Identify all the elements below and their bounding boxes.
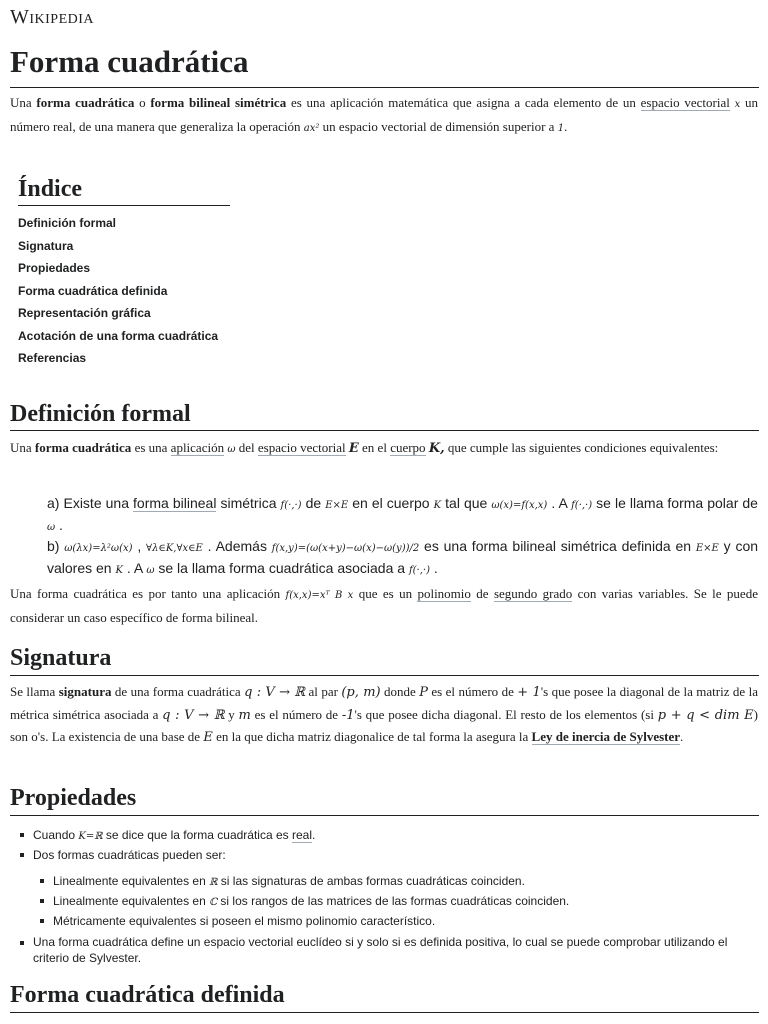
toc-item-acotacion[interactable]: Acotación de una forma cuadrática — [18, 328, 219, 343]
text: b) — [47, 538, 65, 554]
text: es el número de — [250, 706, 342, 722]
math-formula: q : V → ℝ — [162, 707, 225, 723]
text: si los rangos de las matrices de las formas cuadráticas coinciden. — [217, 894, 570, 908]
text: del — [235, 440, 258, 455]
math-formula: p + q < dim E — [657, 707, 754, 723]
text: 's que posee dicha diagonal. El resto de los elementos (si — [354, 706, 658, 722]
text: Linealmente equivalentes en — [53, 894, 210, 908]
text: que cumple las siguientes condiciones equivalentes: — [444, 440, 719, 455]
signatura-paragraph — [10, 681, 758, 749]
math-formula: ω(λx)=λ²ω(x) — [64, 543, 133, 554]
bullet-icon — [40, 879, 44, 883]
text: un espacio vectorial de dimensión superior a — [319, 118, 558, 134]
text: con varias variables. Se le puede considerar un caso específico de forma bilineal. — [10, 586, 758, 625]
text: que es un — [353, 586, 418, 601]
math-formula: q : V → ℝ — [244, 685, 306, 700]
properties-list — [0, 826, 758, 966]
text: Una — [10, 95, 37, 110]
math-formula: + 1 — [517, 685, 541, 700]
condition-a — [47, 494, 758, 537]
math-formula: E — [348, 441, 359, 456]
text: a) Existe una — [47, 495, 134, 511]
text: Dos formas cuadráticas pueden ser: — [33, 848, 226, 862]
math-formula: f(x,x)=xᵀ B x — [285, 590, 354, 601]
toc-item-forma-cuadratica-definida[interactable]: Forma cuadrática definida — [18, 283, 168, 298]
table-of-contents — [18, 176, 230, 370]
sub-list-item — [0, 872, 758, 892]
text: al par — [305, 684, 342, 699]
math-formula: f(x,y)=(ω(x+y)−ω(x)−ω(y))/2 — [271, 543, 420, 554]
definition-paragraph — [10, 437, 758, 461]
bold-term: forma cuadrática — [34, 440, 132, 455]
text: Se llama — [10, 684, 59, 699]
math-formula: m — [238, 707, 251, 723]
list-item — [0, 934, 758, 966]
math-formula: x — [734, 99, 741, 110]
text: se dice que la forma cuadrática es — [102, 828, 292, 842]
math-formula: K, — [428, 441, 445, 456]
math-formula: E×E — [695, 543, 719, 554]
link-polinomio[interactable]: polinomio — [417, 586, 471, 601]
section-underline — [10, 430, 759, 431]
toc-item-propiedades[interactable]: Propiedades — [18, 261, 91, 275]
text: . — [55, 516, 63, 533]
math-formula: E×E — [325, 500, 349, 511]
math-formula: K — [115, 564, 123, 576]
link-cuerpo[interactable]: cuerpo — [390, 440, 426, 455]
text: en la que dicha matriz diagonalice de tal forma la asegura la — [212, 729, 532, 744]
section-heading-definicion-formal: Definición formal — [10, 401, 191, 427]
text: Una — [10, 440, 35, 455]
link-espacio-vectorial[interactable]: espacio vectorial — [257, 440, 346, 455]
text: si las signaturas de ambas formas cuadráticas coinciden. — [217, 874, 525, 888]
math-formula: ℝ — [209, 877, 218, 888]
section-heading-forma-cuadratica-definida: Forma cuadrática definida — [10, 982, 285, 1008]
toc-item-representacion-grafica[interactable]: Representación gráfica — [18, 306, 151, 320]
bullet-icon — [20, 833, 24, 837]
bullet-icon — [20, 853, 24, 857]
text: . — [430, 559, 438, 576]
text: y con valores en — [47, 538, 759, 576]
math-formula: f(·,·) — [280, 500, 302, 511]
math-formula: K — [433, 500, 442, 511]
toc-item-definicion-formal[interactable]: Definición formal — [18, 216, 117, 230]
math-formula: ω — [146, 564, 155, 576]
condition-b — [47, 537, 758, 580]
link-aplicacion[interactable]: aplicación — [170, 440, 225, 455]
intro-paragraph — [10, 92, 758, 139]
text: Cuando — [33, 828, 79, 842]
title-underline — [10, 87, 759, 88]
text: y — [224, 706, 239, 722]
quadratic-form-paragraph — [10, 583, 758, 628]
page-title: Forma cuadrática — [10, 44, 249, 79]
definition-conditions — [47, 494, 758, 580]
text: ) son o's. La existencia de una base de — [10, 706, 758, 744]
text: 's que posee la diagonal de la matriz de la métrica simétrica asociada a — [10, 684, 758, 722]
bullet-icon — [20, 941, 24, 945]
text: simétrica — [216, 495, 281, 511]
link-espacio-vectorial[interactable]: espacio vectorial — [640, 95, 730, 110]
toc-item-signatura[interactable]: Signatura — [18, 238, 74, 253]
text: de una forma cuadrática — [111, 684, 245, 699]
math-formula: 1 — [557, 122, 565, 134]
math-formula: ω — [47, 521, 56, 533]
list-item — [0, 846, 758, 864]
text: se le llama forma polar de — [592, 495, 758, 511]
link-segundo-grado[interactable]: segundo grado — [493, 586, 573, 601]
text: Métricamente equivalentes si poseen el mismo polinomio característico. — [53, 914, 436, 928]
text: es una forma bilineal simétrica definida en — [419, 538, 696, 554]
math-formula: (p, m) — [341, 685, 381, 700]
math-formula: ∀λ∈K,∀x∈E — [146, 543, 203, 554]
math-formula: ω — [227, 444, 236, 455]
math-formula: P — [419, 685, 428, 700]
section-heading-propiedades: Propiedades — [10, 785, 137, 811]
math-formula: -1 — [341, 707, 355, 723]
sub-list-item — [0, 892, 758, 912]
link-forma-bilineal[interactable]: forma bilineal — [133, 495, 217, 511]
text: de — [301, 495, 326, 511]
math-formula: ℂ — [209, 897, 218, 908]
math-formula: ω(x)=f(x,x) — [491, 500, 548, 511]
math-formula: ax² — [303, 122, 320, 134]
section-underline — [10, 1012, 759, 1013]
text: . — [312, 828, 316, 842]
text: . — [564, 118, 568, 134]
bullet-icon — [40, 919, 44, 923]
bold-term: forma bilineal simétrica — [150, 95, 287, 110]
wikipedia-logo[interactable]: Wikipedia — [10, 6, 95, 28]
math-formula: K=ℝ — [78, 831, 103, 842]
text: donde — [380, 684, 420, 699]
bullet-icon — [40, 899, 44, 903]
text: es una aplicación matemática que asigna a cada elemento de un — [286, 95, 641, 110]
text: es el número de — [427, 684, 518, 699]
math-formula: f(·,·) — [571, 500, 593, 511]
math-formula: f(·,·) — [408, 564, 430, 576]
toc-heading: Índice — [18, 176, 230, 206]
text: . A — [547, 495, 572, 511]
section-heading-signatura: Signatura — [10, 645, 112, 671]
text: , — [132, 538, 147, 554]
text: o — [134, 95, 151, 110]
bold-term: forma cuadrática — [36, 95, 135, 110]
text: . Además — [202, 538, 272, 554]
text: Una forma cuadrática define un espacio vectorial euclídeo si y solo si es definida positiva, lo cual se puede comprobar utilizando el criterio de Sylvester. — [33, 935, 728, 965]
toc-item-referencias[interactable]: Referencias — [18, 351, 87, 365]
text: un número real, de una manera que generaliza la operación — [10, 95, 759, 134]
bold-term: signatura — [58, 684, 112, 699]
text: Una forma cuadrática es por tanto una aplicación — [10, 586, 286, 601]
text: de — [470, 586, 494, 601]
section-underline — [10, 815, 759, 816]
text: . — [680, 729, 684, 744]
text: Linealmente equivalentes en — [53, 874, 210, 888]
text: . A — [122, 559, 147, 576]
section-underline — [10, 675, 759, 676]
link-real[interactable]: real — [291, 828, 312, 842]
text: es una — [131, 440, 171, 455]
text: en el cuerpo — [348, 495, 434, 511]
text: en el — [358, 440, 391, 455]
text: tal que — [441, 495, 492, 511]
toc-list — [18, 212, 230, 370]
link-ley-de-inercia-de-sylvester[interactable]: Ley de inercia de Sylvester — [531, 729, 681, 744]
text: se la llama forma cuadrática asociada a — [154, 559, 409, 576]
list-item — [0, 826, 758, 846]
sub-list-item — [0, 912, 758, 930]
math-formula: E — [203, 730, 213, 745]
